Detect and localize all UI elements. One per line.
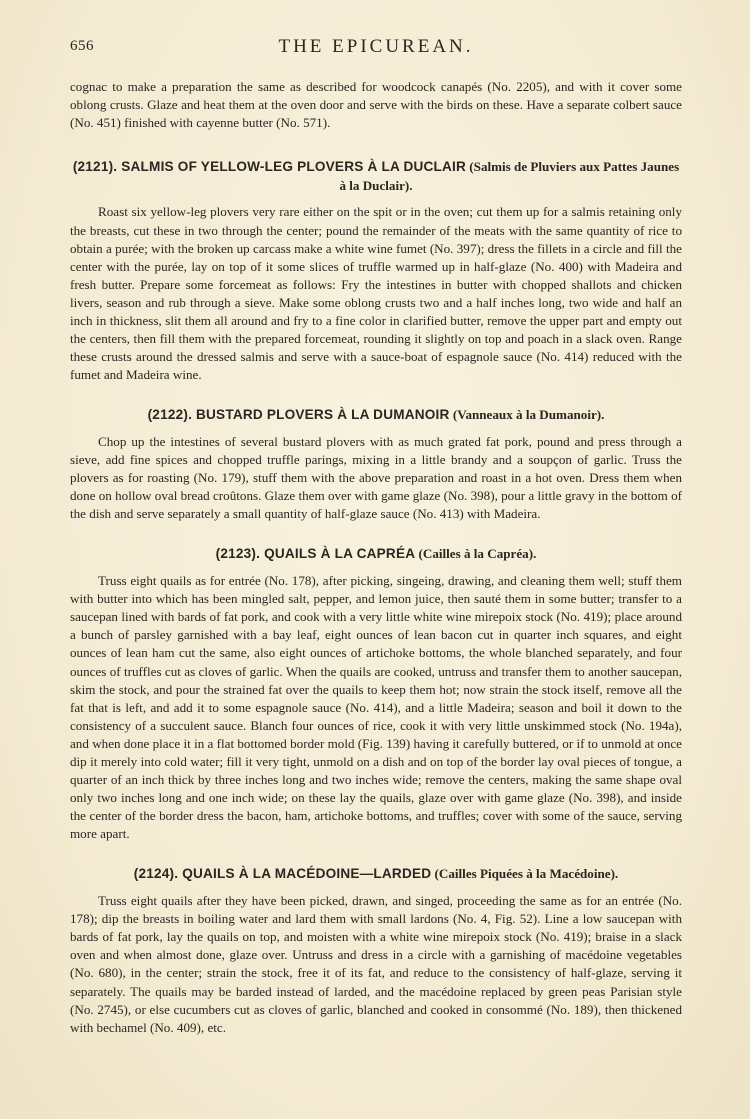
page-number: 656 xyxy=(70,38,94,54)
recipe-title: (2121). SALMIS OF YELLOW-LEG PLOVERS À LA DUCLAIR xyxy=(72,159,467,175)
running-title: THE EPICUREAN. xyxy=(278,36,474,57)
recipe-text: Roast six yellow-leg plovers very rare either on the spit or in the oven; cut them up for a salmis retaining only the breasts, cut these in two through the center; pound the remainder of the meats with the same quantity of rice to obtain a purée; with the broken up carcass make a white wine fumet (No. 397); dress the fillets in a circle and fill the center with the purée, lay on top of it some slices of truffle warmed up in half-glaze (No. 400) with Madeira and fresh butter. Prepare some forcemeat as follows: Fry the intestines in butter with chopped shallots and chicken livers, season and rub through a sieve. Make some oblong crusts two and a half inches long, two wide and half an inch in thickness, slit them all around and fry to a fine color in clarified butter, remove the upper part and empty out the centers, then fill them with the prepared forcemeat, rounding it slightly on top and poach in a slack oven. Range these crusts around the dressed salmis and serve with a sauce-boat of espagnole sauce (No. 414) reduced with the fumet and Madeira wine. xyxy=(70,204,682,383)
recipe-text: Truss eight quails after they have been picked, drawn, and singed, proceeding the same as for an entrée (No. 178); dip the breasts in boiling water and lard them with small lardons (No. 4, Fig. 52). Line a low saucepan with bards of fat pork, lay the quails on top, and moisten with a white wine mirepoix stock (No. 419); braise in a slack oven and when almost done, glaze over. Untruss and dress in a circle with a garnishing of macédoine vegetables (No. 680), in the center; strain the stock, free it of its fat, and reduce to the consistency of half-glaze, serving it separately. The quails may be barded instead of larded, and the macédoine replaced by green peas Parisian style (No. 2745), or else cucumbers cut as cloves of garlic, blanched and cooked in consommé (No. 189), then thickened with bechamel (No. 409), etc. xyxy=(70,893,682,1035)
recipe-french-title: (Cailles à la Capréa). xyxy=(418,546,537,562)
recipe-title: (2123). QUAILS À LA CAPRÉA xyxy=(215,546,416,562)
recipe-title: (2122). BUSTARD PLOVERS À LA DUMANOIR xyxy=(147,407,450,423)
page-content xyxy=(70,78,682,1037)
running-head xyxy=(70,38,682,62)
recipe-heading xyxy=(70,545,682,564)
recipe-text: Truss eight quails as for entrée (No. 178), after picking, singeing, drawing, and cleaning them well; stuff them with butter into which has been mingled salt, pepper, and lemon juice, then sauté them in some butter; transfer to a saucepan lined with bards of fat pork, and cook with a very little white wine mirepoix stock (No. 419); place around a bunch of parsley garnished with a bay leaf, eight ounces of lean bacon cut in quarter inch squares, and eight ounces of lean ham cut the same, also eight ounces of artichoke bottoms, the whole blanched separately, and four ounces of truffles cut as cloves of garlic. When the quails are cooked, untruss and transfer them to another saucepan, skim the stock, and pour the strained fat over the quails to keep them hot; now strain the stock itself, remove all the fat that is left, and add it to some espagnole sauce (No. 414), and a little Madeira; season and boil it down to the consistency of a succulent sauce. Blanch four ounces of rice, cook it with very little unskimmed stock (No. 194a), and when done place it in a flat bottomed border mold (Fig. 139) having it carefully buttered, or if to unmold at once dip it merely into cold water; fill it very tight, unmold on a dish and on top of the border lay oval pieces of tongue, a quarter of an inch thick by three inches long and two inches wide; remove the centers, making the same shape oval only two inches long and one inch wide; on these lay the quails, glaze over with game glaze (No. 398), and inside the center of the border dress the bacon, ham, artichoke bottoms, and truffles; cover with some of the sauce, serving more apart. xyxy=(70,573,682,842)
recipe-2123 xyxy=(70,545,682,843)
recipe-2124 xyxy=(70,865,682,1036)
recipe-2122 xyxy=(70,406,682,523)
recipe-french-title: (Cailles Piquées à la Macédoine). xyxy=(434,866,619,882)
recipe-title: (2124). QUAILS À LA MACÉDOINE—LARDED xyxy=(133,866,432,882)
recipe-2121 xyxy=(70,158,682,384)
recipe-french-title: (Salmis de Pluviers aux Pattes Jaunes à la Duclair). xyxy=(339,159,680,193)
recipe-french-title: (Vanneaux à la Dumanoir). xyxy=(452,407,605,423)
recipe-text: Chop up the intestines of several bustard plovers with as much grated fat pork, pound and press through a sieve, add fine spices and chopped truffle parings, mixing in a little brandy and a soupçon of garlic. Truss the plovers as for roasting (No. 179), stuff them with the above preparation and roast in a hot oven. Dress them when done on hollow oval bread croûtons. Glaze them over with game glaze (No. 398), pour a little gravy in the bottom of the dish and serve separately a small quantity of half-glaze sauce (No. 413) with Madeira. xyxy=(70,434,682,522)
recipe-heading xyxy=(70,158,682,195)
recipe-heading xyxy=(70,865,682,884)
recipe-heading xyxy=(70,406,682,425)
intro-paragraph: cognac to make a preparation the same as described for woodcock canapés (No. 2205), and with it cover some oblong crusts. Glaze and heat them at the oven door and serve with the birds on these. Have a separate colbert sauce (No. 451) finished with cayenne butter (No. 571). xyxy=(70,79,682,131)
